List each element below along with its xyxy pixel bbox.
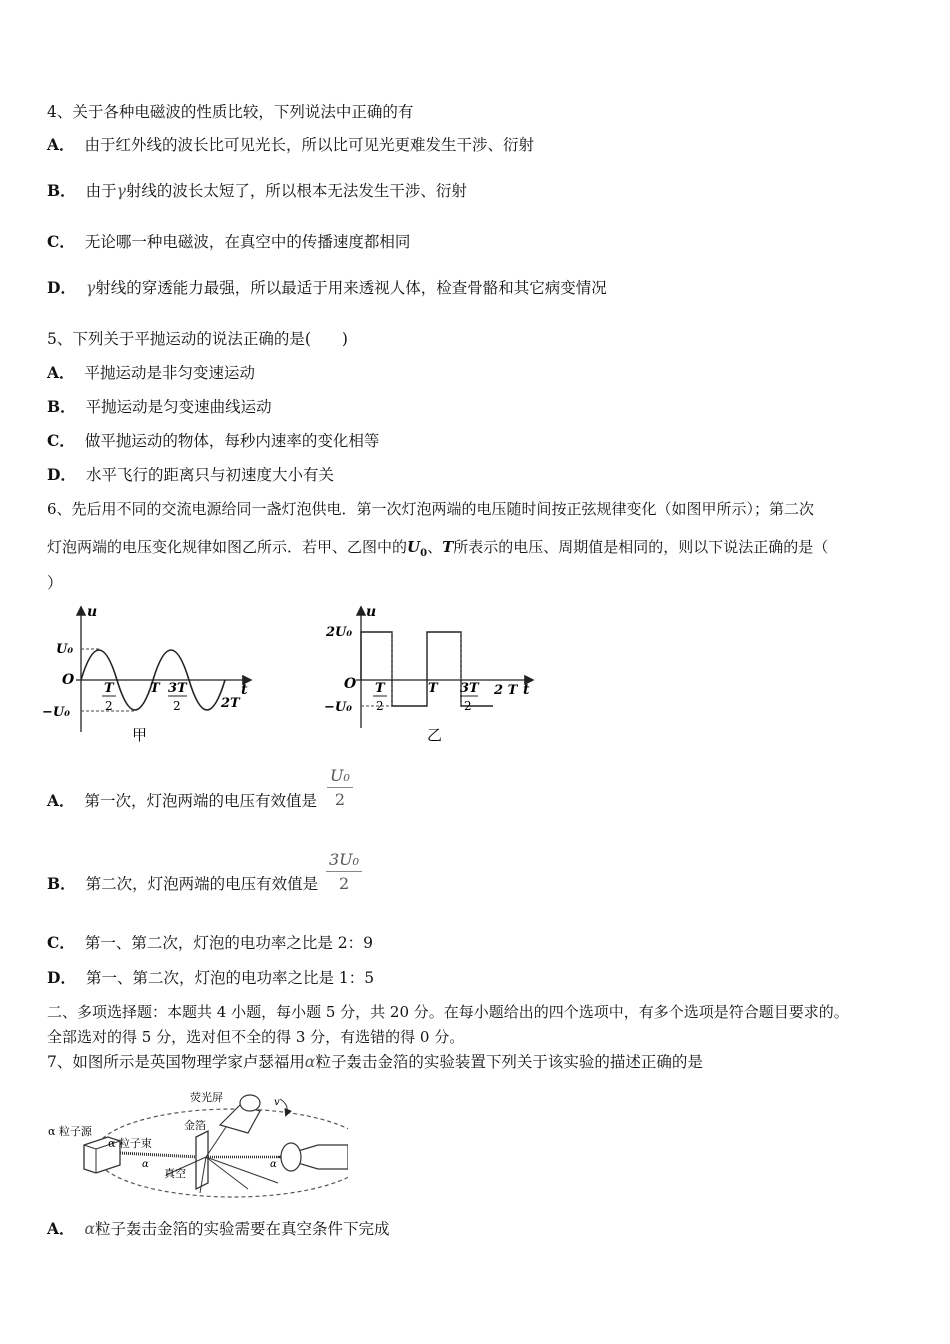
alpha-label: α	[142, 1159, 149, 1170]
figure-jia-caption: 甲	[132, 726, 148, 744]
q4-option-d: D． γ射线的穿透能力最强，所以最适于用来透视人体，检查骨骼和其它病变情况	[47, 278, 607, 297]
q5-option-b: B． 平抛运动是匀变速曲线运动	[47, 397, 272, 416]
origin-label: O	[62, 672, 75, 688]
q6-option-c: C． 第一、第二次，灯泡的电功率之比是 2：9	[47, 933, 373, 952]
q5-option-c: C． 做平抛运动的物体，每秒内速率的变化相等	[47, 431, 380, 450]
origin-label: O	[344, 676, 357, 692]
2u0-label: 2U₀	[326, 625, 353, 640]
q5-stem: 5、下列关于平抛运动的说法正确的是( )	[47, 330, 348, 348]
tick-half-t-num: T	[375, 681, 385, 696]
q4-stem: 4、关于各种电磁波的性质比较，下列说法中正确的有	[47, 103, 414, 121]
q4-option-a: A． 由于红外线的波长比可见光长，所以比可见光更难发生干涉、衍射	[47, 135, 535, 154]
figure-yi-caption: 乙	[427, 726, 443, 744]
section2-instructions-line2: 全部选对的得 5 分，选对但不全的得 3 分，有选错的得 0 分。	[47, 1028, 465, 1046]
v-label: v	[274, 1097, 280, 1108]
alpha-beam-label: α 粒子束	[108, 1137, 152, 1150]
q5-option-a: A． 平抛运动是非匀变速运动	[47, 363, 256, 382]
t-axis-label: t	[523, 682, 530, 698]
q6-option-b: B． 第二次，灯泡两端的电压有效值是	[47, 874, 319, 893]
u-axis-label: u	[87, 604, 98, 620]
tick-3half-t-num: 3T	[168, 681, 187, 696]
figure-jia-sine-voltage	[40, 600, 270, 750]
section2-instructions-line1: 二、多项选择题：本题共 4 小题，每小题 5 分，共 20 分。在每小题给出的四个选项中，有多个选项是符合题目要求的。	[47, 1003, 849, 1021]
q6-option-a-fraction: U₀ 2	[327, 766, 353, 809]
q6-stem-line2: 灯泡两端的电压变化规律如图乙所示．若甲、乙图中的$U_0$、T所表示的电压、周期值是相同的，则以下说法正确的是（	[47, 538, 829, 559]
q6-stem-line1: 6、先后用不同的交流电源给同一盏灯泡供电．第一次灯泡两端的电压随时间按正弦规律变化（如图甲所示）；第二次	[47, 500, 815, 518]
alpha-symbol: α	[304, 1053, 316, 1071]
scattered-ray	[206, 1157, 278, 1183]
tick-3half-t-den: 2	[464, 699, 472, 713]
q7-stem: 7、如图所示是英国物理学家卢瑟福用α粒子轰击金箔的实验装置下列关于该实验的描述正确的是	[47, 1053, 703, 1071]
tick-3half-t-num: 3T	[460, 681, 479, 696]
alpha-symbol: α	[84, 1220, 95, 1238]
scattered-ray	[206, 1127, 226, 1157]
scattered-ray	[206, 1157, 248, 1189]
tick-t: T	[428, 681, 438, 696]
rotation-arrow	[280, 1099, 287, 1115]
tick-half-t-num: T	[104, 681, 114, 696]
q6-option-d: D． 第一、第二次，灯泡的电功率之比是 1：5	[47, 968, 375, 987]
gamma-symbol: γ	[116, 182, 126, 200]
tick-half-t-den: 2	[105, 699, 113, 713]
tick-2t: 2T	[221, 696, 240, 711]
tick-half-t-den: 2	[376, 699, 384, 713]
q5-option-d: D． 水平飞行的距离只与初速度大小有关	[47, 465, 334, 484]
detector-lens	[281, 1143, 301, 1171]
fluorescent-screen-label: 荧光屏	[190, 1091, 223, 1104]
alpha-label: α	[270, 1159, 277, 1170]
q6-option-b-fraction: 3U₀ 2	[326, 850, 362, 893]
q6-option-a: A． 第一次，灯泡两端的电压有效值是	[47, 791, 318, 810]
alpha-source-label: α 粒子源	[48, 1125, 92, 1138]
neg-u0-label: −U₀	[324, 700, 352, 715]
figure-yi-square-voltage	[322, 600, 542, 750]
u0-label: U₀	[56, 642, 74, 657]
q7-option-a: A． α粒子轰击金箔的实验需要在真空条件下完成	[47, 1219, 390, 1238]
gold-foil-label: 金箔	[184, 1119, 206, 1132]
vacuum-label: 真空	[164, 1167, 186, 1180]
t-axis-label: t	[241, 682, 248, 698]
microscope-eyepiece	[240, 1095, 260, 1111]
q4-option-b: B． 由于γ射线的波长太短了，所以根本无法发生干涉、衍射	[47, 181, 467, 200]
q4-option-c: C． 无论哪一种电磁波，在真空中的传播速度都相同	[47, 232, 411, 251]
neg-u0-label: −U₀	[42, 705, 70, 720]
gamma-symbol: γ	[85, 279, 96, 297]
tick-3half-t-den: 2	[173, 699, 181, 713]
tick-t: T	[150, 681, 160, 696]
q6-stem-line3: ）	[47, 574, 63, 592]
u-axis-label: u	[366, 604, 377, 620]
tick-2t: 2 T	[494, 683, 518, 698]
figure-rutherford-apparatus	[48, 1085, 348, 1205]
alpha-beam	[120, 1153, 198, 1157]
